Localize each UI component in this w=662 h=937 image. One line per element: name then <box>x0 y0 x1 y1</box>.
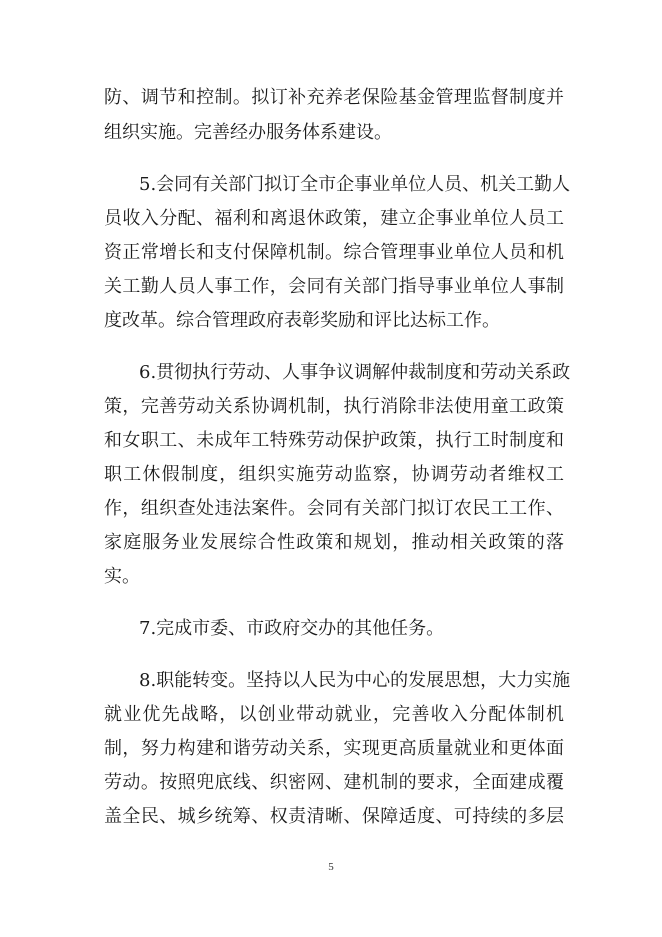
paragraph-5-line-4: 劳动。按照兜底线、织密网、建机制的要求，全面建成覆 <box>104 772 564 793</box>
paragraph-5-line-3: 制，努力构建和谐劳动关系，实现更高质量就业和更体面 <box>104 738 564 759</box>
paragraph-3-line-7: 实。 <box>104 566 140 587</box>
paragraph-2-line-3: 资正常增长和支付保障机制。综合管理事业单位人员和机 <box>104 242 564 263</box>
paragraph-4-line-1: 7.完成市委、市政府交办的其他任务。 <box>139 618 445 639</box>
paragraph-3-line-5: 作，组织查处违法案件。会同有关部门拟订农民工工作、 <box>104 498 564 519</box>
paragraph-2-line-5: 度改革。综合管理政府表彰奖励和评比达标工作。 <box>104 310 500 331</box>
paragraph-3-line-1: 6.贯彻执行劳动、人事争议调解仲裁制度和劳动关系政 <box>139 362 571 383</box>
paragraph-5-line-5: 盖全民、城乡统筹、权责清晰、保障适度、可持续的多层 <box>104 806 564 827</box>
paragraph-2-line-4: 关工勤人员人事工作，会同有关部门指导事业单位人事制 <box>104 276 564 297</box>
paragraph-3-line-6: 家庭服务业发展综合性政策和规划，推动相关政策的落 <box>104 532 564 553</box>
paragraph-3-line-2: 策，完善劳动关系协调机制，执行消除非法使用童工政策 <box>104 396 564 417</box>
paragraph-1-line-1: 防、调节和控制。拟订补充养老保险基金管理监督制度并 <box>104 87 564 108</box>
paragraph-2-line-2: 员收入分配、福利和离退休政策，建立企事业单位人员工 <box>104 208 564 229</box>
paragraph-5-line-2: 就业优先战略，以创业带动就业，完善收入分配体制机 <box>104 704 564 725</box>
paragraph-3-line-3: 和女职工、未成年工特殊劳动保护政策，执行工时制度和 <box>104 430 564 451</box>
paragraph-2-line-1: 5.会同有关部门拟订全市企事业单位人员、机关工勤人 <box>139 174 571 195</box>
page-number: 5 <box>328 861 334 873</box>
paragraph-5-line-1: 8.职能转变。坚持以人民为中心的发展思想，大力实施 <box>139 670 571 691</box>
paragraph-1-line-2: 组织实施。完善经办服务体系建设。 <box>104 122 392 143</box>
paragraph-3-line-4: 职工休假制度，组织实施劳动监察，协调劳动者维权工 <box>104 464 564 485</box>
